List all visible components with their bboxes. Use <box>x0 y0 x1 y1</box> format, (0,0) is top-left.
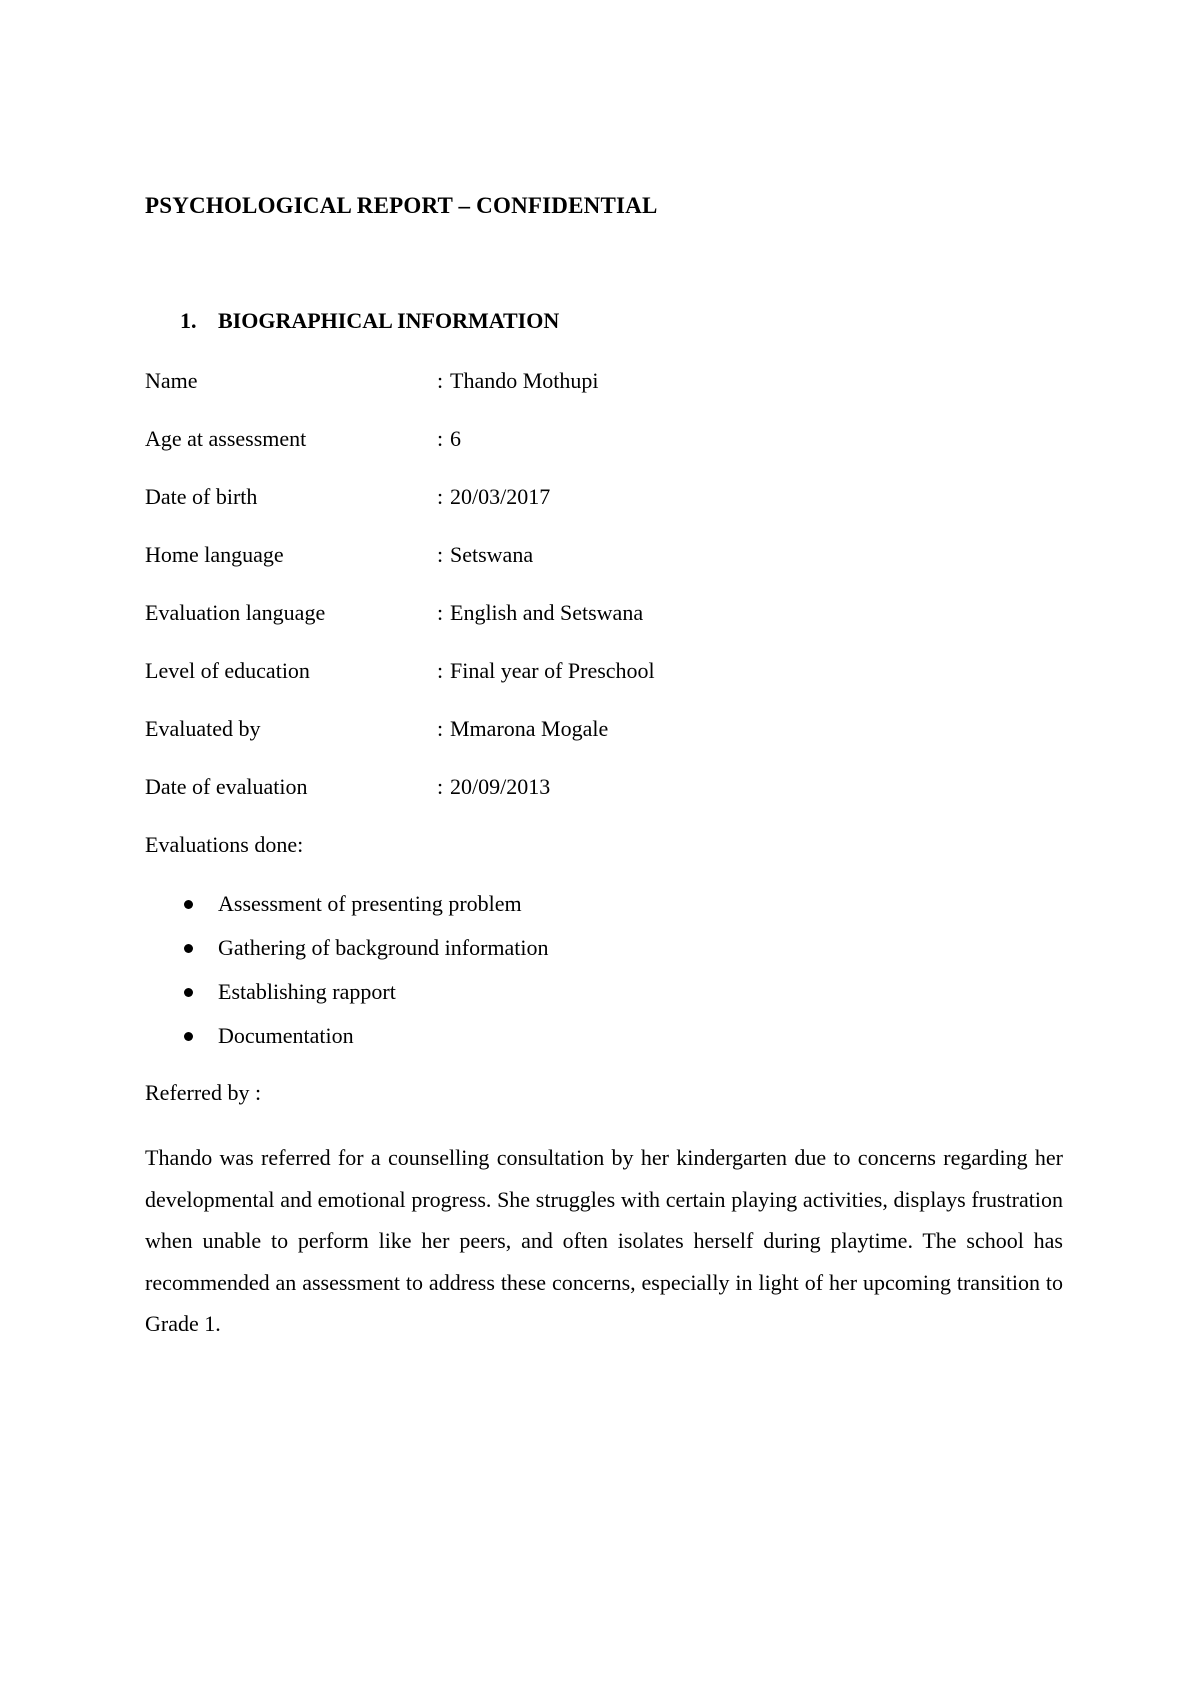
list-item-text: Gathering of background information <box>218 935 549 960</box>
info-value: Mmarona Mogale <box>450 716 609 741</box>
evaluations-label: Evaluations done: <box>145 832 304 857</box>
info-row-evaluated-by <box>145 716 945 746</box>
list-item-text: Establishing rapport <box>218 979 396 1004</box>
info-row-home-language <box>145 542 945 572</box>
section-number: 1. <box>180 308 197 333</box>
info-row-level-of-education <box>145 658 945 688</box>
info-label: Age at assessment <box>145 426 307 451</box>
info-value: 6 <box>450 426 461 451</box>
list-item-text: Documentation <box>218 1023 354 1048</box>
info-value: English and Setswana <box>450 600 644 625</box>
info-separator: : <box>437 600 444 625</box>
referral-paragraph: Thando was referred for a counselling consultation by her kindergarten due to concerns regarding her developmental and emotional progress. She struggles with certain playing activities, displays frustration when unable to perform like her peers, and often isolates herself during playtime. The school has recommended an assessment to address these concerns, especially in light of her upcoming transition to Grade 1. <box>145 1145 1063 1336</box>
info-label: Evaluated by <box>145 716 261 741</box>
bullet-icon <box>184 900 193 909</box>
section-title: BIOGRAPHICAL INFORMATION <box>218 308 560 333</box>
info-separator: : <box>437 716 444 741</box>
info-label: Home language <box>145 542 284 567</box>
info-label: Level of education <box>145 658 310 683</box>
info-value: 20/09/2013 <box>450 774 551 799</box>
info-row-date-of-evaluation <box>145 774 945 804</box>
info-separator: : <box>437 484 444 509</box>
info-value: Final year of Preschool <box>450 658 655 683</box>
info-label: Date of birth <box>145 484 258 509</box>
info-separator: : <box>437 542 444 567</box>
list-item-text: Assessment of presenting problem <box>218 891 522 916</box>
info-label: Name <box>145 368 198 393</box>
info-separator: : <box>437 658 444 683</box>
info-row-date-of-birth <box>145 484 945 514</box>
info-row-evaluation-language <box>145 600 945 630</box>
info-row-age <box>145 426 945 456</box>
info-separator: : <box>437 426 444 451</box>
info-label: Date of evaluation <box>145 774 308 799</box>
info-label: Evaluation language <box>145 600 326 625</box>
bullet-icon <box>184 944 193 953</box>
bullet-icon <box>184 1032 193 1041</box>
info-separator: : <box>437 774 444 799</box>
bullet-icon <box>184 988 193 997</box>
info-value: 20/03/2017 <box>450 484 551 509</box>
info-row-name <box>145 368 945 398</box>
info-value: Thando Mothupi <box>450 368 599 393</box>
document-title: PSYCHOLOGICAL REPORT – CONFIDENTIAL <box>145 193 658 218</box>
referred-by-label: Referred by : <box>145 1080 262 1105</box>
info-separator: : <box>437 368 444 393</box>
section-heading <box>180 308 559 334</box>
info-value: Setswana <box>450 542 534 567</box>
